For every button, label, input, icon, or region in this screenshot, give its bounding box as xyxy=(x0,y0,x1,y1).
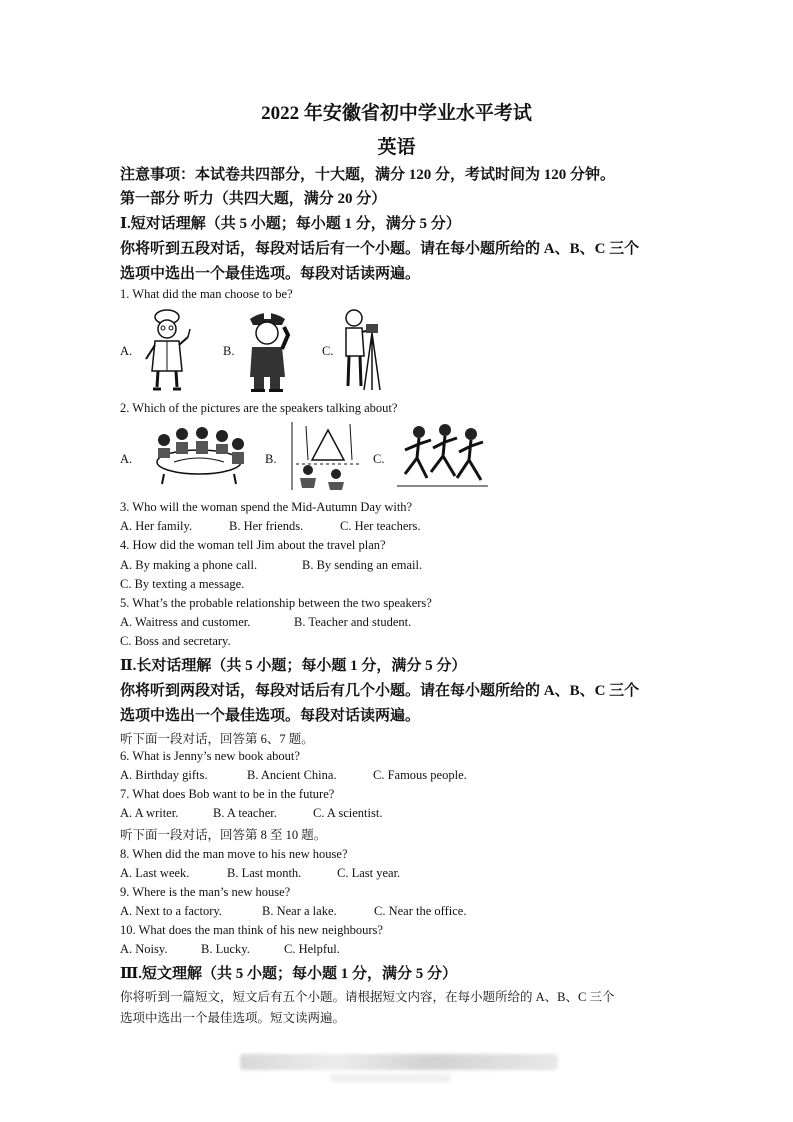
q8-option-a: A. Last week. xyxy=(120,866,190,880)
section-2-instruction-1: 你将听到两段对话，每段对话后有几个小题。请在每小题所给的 A、B、C 三个 xyxy=(120,683,640,699)
q2-option-c-label: C. xyxy=(373,452,385,466)
q5-option-a: A. Waitress and customer. xyxy=(120,615,251,629)
q9-option-a: A. Next to a factory. xyxy=(120,904,222,918)
q1-option-c-label: C. xyxy=(322,344,334,358)
camping-picture xyxy=(286,420,364,492)
part-one-heading: 第一部分 听力（共四大题，满分 20 分） xyxy=(120,191,387,207)
q4-option-c: C. By texting a message. xyxy=(120,577,245,591)
blurred-footer xyxy=(240,1054,558,1070)
q4-option-b: B. By sending an email. xyxy=(302,558,423,572)
q1-option-a-label: A. xyxy=(120,344,133,358)
section-1-instruction-1: 你将听到五段对话，每段对话后有一个小题。请在每小题所给的 A、B、C 三个 xyxy=(120,241,640,257)
q1-option-b-label: B. xyxy=(223,344,235,358)
q10-option-b: B. Lucky. xyxy=(201,942,250,956)
question-7: 7. What does Bob want to be in the future? xyxy=(120,787,335,801)
q4-option-a: A. By making a phone call. xyxy=(120,558,258,572)
q6-option-b: B. Ancient China. xyxy=(247,768,337,782)
q5-option-b: B. Teacher and student. xyxy=(294,615,412,629)
exam-notice: 注意事项：本试卷共四部分，十大题，满分 120 分，考试时间为 120 分钟。 xyxy=(120,167,616,183)
q7-option-a: A. A writer. xyxy=(120,806,179,820)
q8-option-b: B. Last month. xyxy=(227,866,302,880)
q8-option-c: C. Last year. xyxy=(337,866,401,880)
q9-option-c: C. Near the office. xyxy=(374,904,467,918)
section-2-heading: Ⅱ.长对话理解（共 5 小题；每小题 1 分，满分 5 分） xyxy=(120,658,467,674)
blurred-footer-2 xyxy=(330,1074,450,1082)
question-1: 1. What did the man choose to be? xyxy=(120,287,293,301)
family-dinner-picture xyxy=(144,424,254,486)
q5-option-c: C. Boss and secretary. xyxy=(120,634,231,648)
exam-subject: 英语 xyxy=(377,137,416,158)
q10-option-a: A. Noisy. xyxy=(120,942,168,956)
q6-option-a: A. Birthday gifts. xyxy=(120,768,208,782)
running-picture xyxy=(395,422,490,490)
question-8: 8. When did the man move to his new house? xyxy=(120,847,348,861)
section-3-instruction-1: 你将听到一篇短文，短文后有五个小题。请根据短文内容，在每小题所给的 A、B、C 三个 xyxy=(120,990,615,1004)
q7-option-b: B. A teacher. xyxy=(213,806,277,820)
q9-option-b: B. Near a lake. xyxy=(262,904,337,918)
question-2: 2. Which of the pictures are the speakers talking about? xyxy=(120,401,398,415)
q3-option-b: B. Her friends. xyxy=(229,519,304,533)
policeman-picture xyxy=(240,305,295,393)
q2-option-a-label: A. xyxy=(120,452,133,466)
dialogue-1-note: 听下面一段对话，回答第 6、7 题。 xyxy=(120,732,314,746)
doctor-picture xyxy=(140,307,195,393)
question-5: 5. What’s the probable relationship between the two speakers? xyxy=(120,596,432,610)
question-3: 3. Who will the woman spend the Mid-Autumn Day with? xyxy=(120,500,413,514)
q3-option-c: C. Her teachers. xyxy=(340,519,421,533)
q6-option-c: C. Famous people. xyxy=(373,768,467,782)
photographer-picture xyxy=(340,306,388,392)
q3-option-a: A. Her family. xyxy=(120,519,193,533)
dialogue-2-note: 听下面一段对话，回答第 8 至 10 题。 xyxy=(120,828,327,842)
q2-option-b-label: B. xyxy=(265,452,277,466)
section-3-instruction-2: 选项中选出一个最佳选项。短文读两遍。 xyxy=(120,1011,346,1025)
question-10: 10. What does the man think of his new neighbours? xyxy=(120,923,383,937)
q10-option-c: C. Helpful. xyxy=(284,942,340,956)
question-6: 6. What is Jenny’s new book about? xyxy=(120,749,300,763)
question-9: 9. Where is the man’s new house? xyxy=(120,885,291,899)
q7-option-c: C. A scientist. xyxy=(313,806,383,820)
section-1-instruction-2: 选项中选出一个最佳选项。每段对话读两遍。 xyxy=(120,266,421,282)
question-4: 4. How did the woman tell Jim about the travel plan? xyxy=(120,538,386,552)
section-2-instruction-2: 选项中选出一个最佳选项。每段对话读两遍。 xyxy=(120,708,421,724)
section-1-heading: Ⅰ.短对话理解（共 5 小题；每小题 1 分，满分 5 分） xyxy=(120,216,461,232)
exam-title: 2022 年安徽省初中学业水平考试 xyxy=(261,103,532,124)
section-3-heading: Ⅲ.短文理解（共 5 小题；每小题 1 分，满分 5 分） xyxy=(120,966,458,982)
